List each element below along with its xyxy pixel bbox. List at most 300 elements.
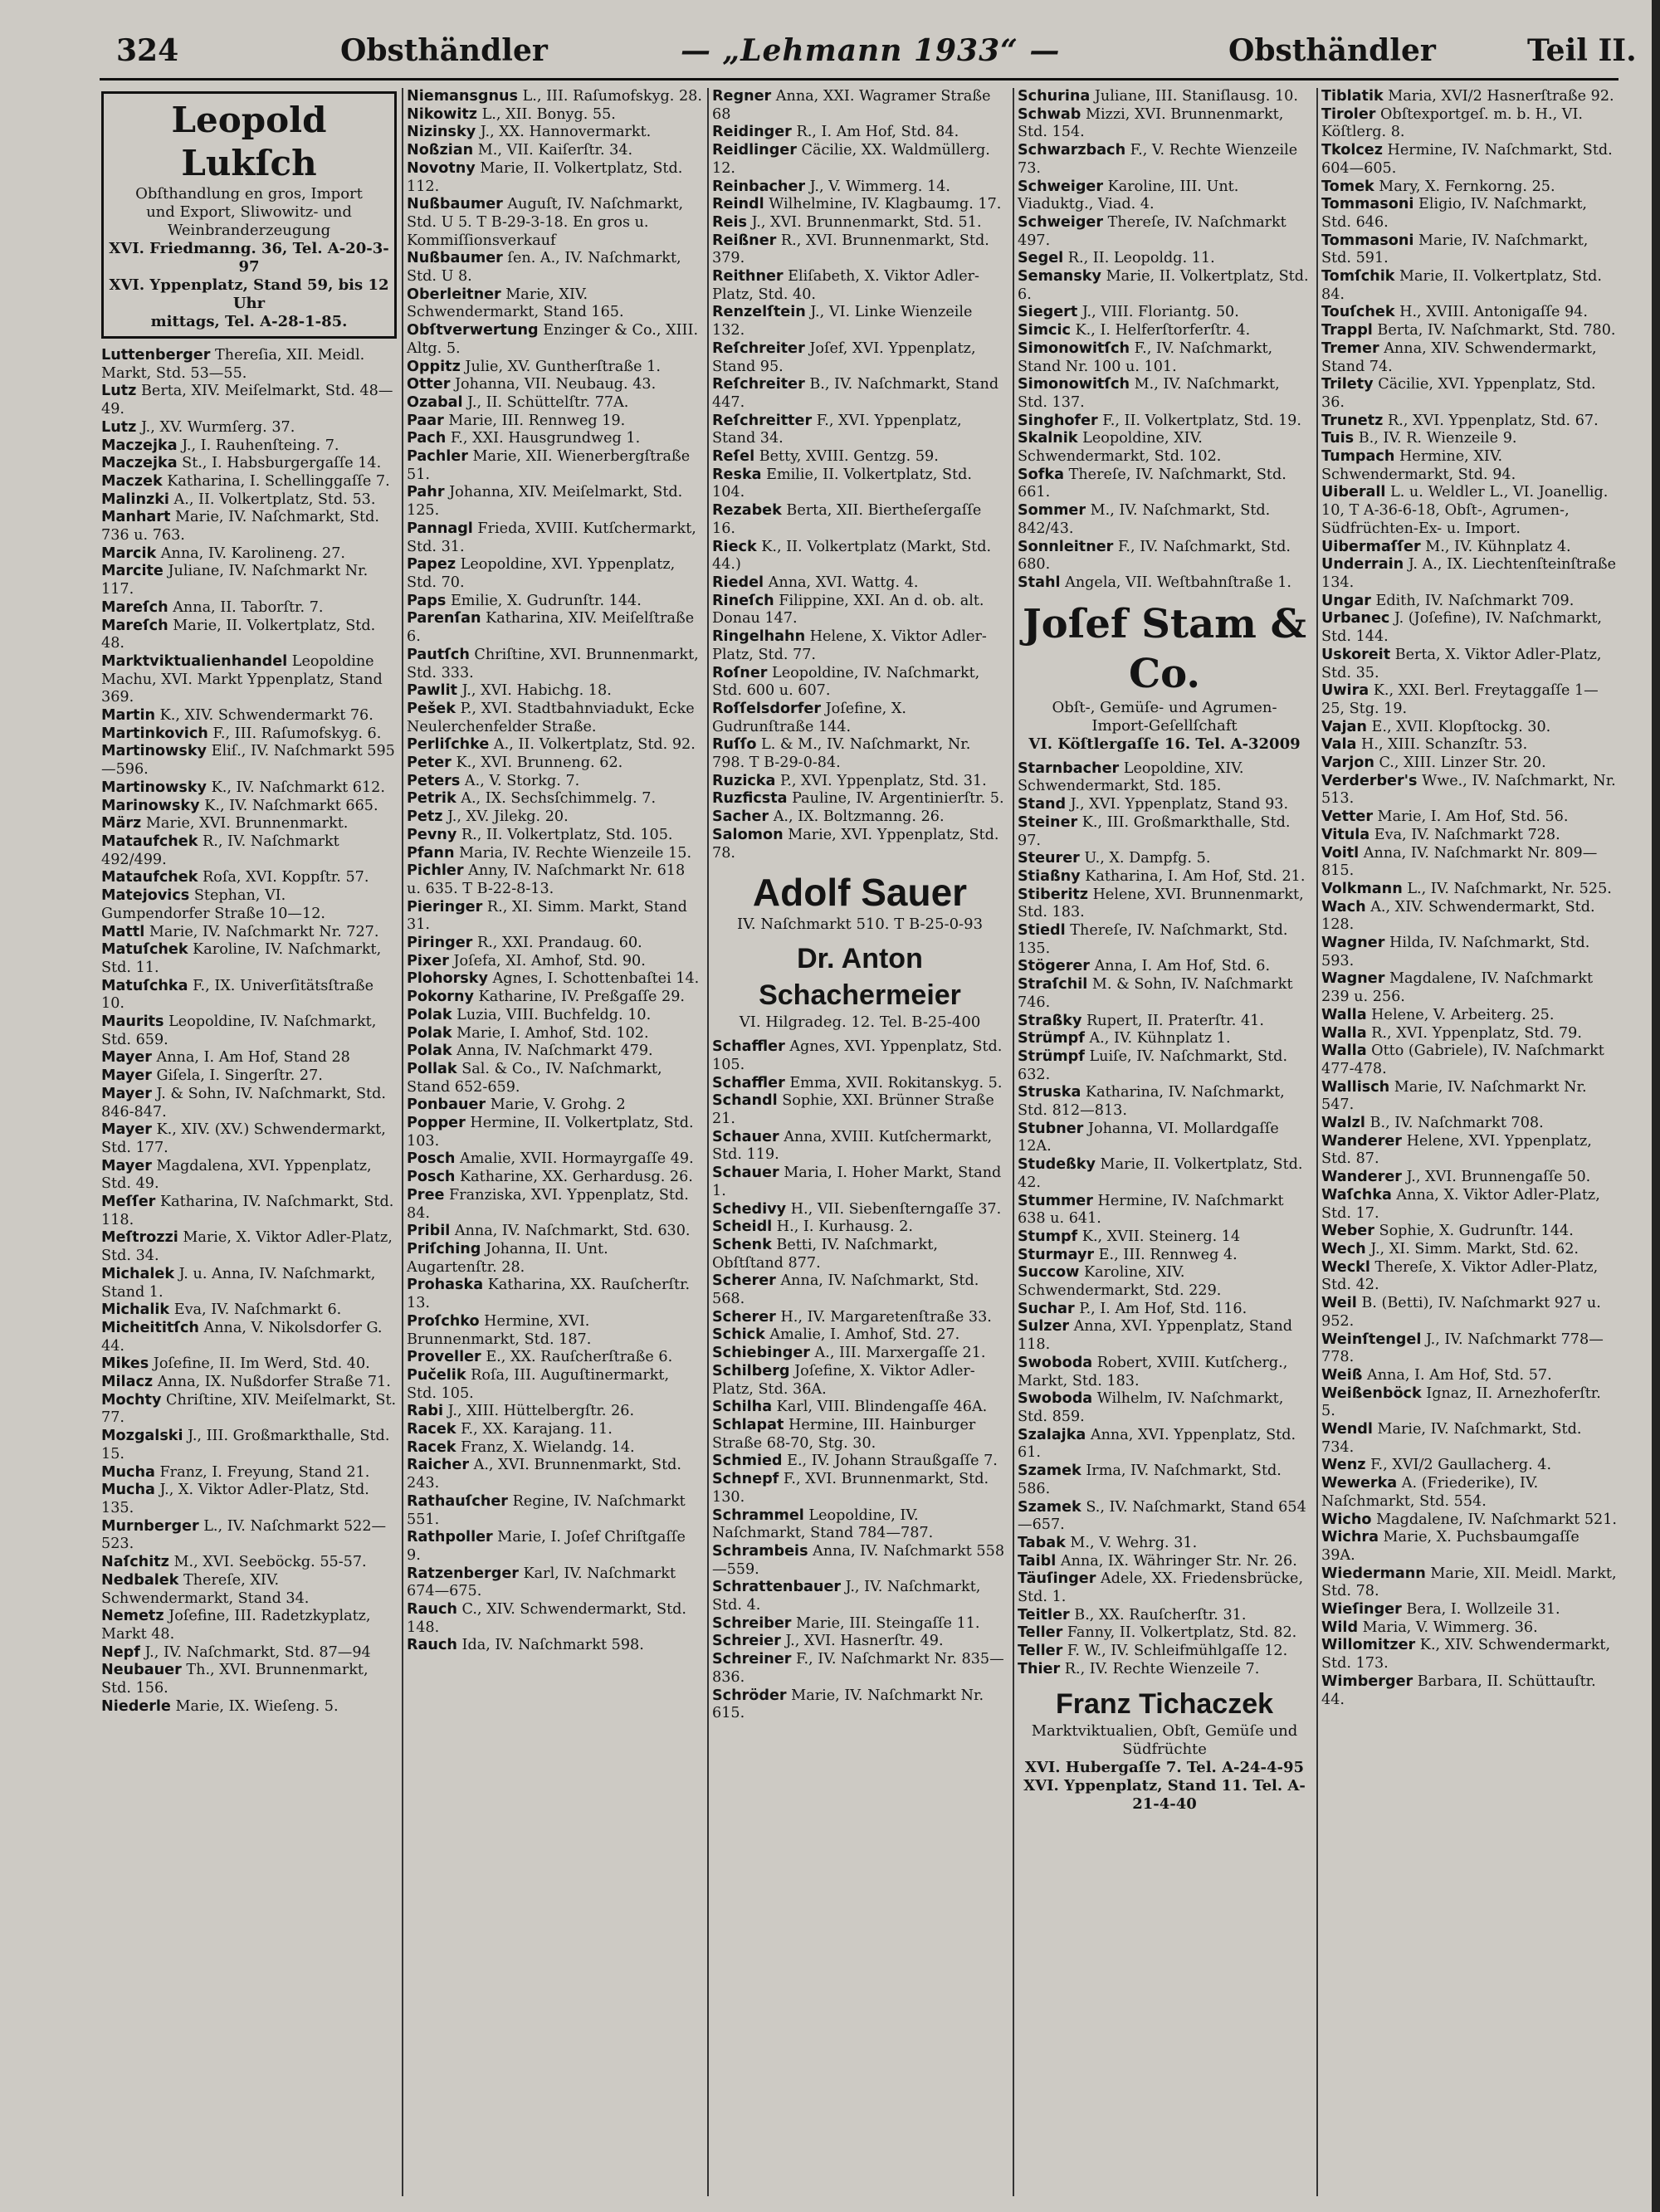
directory-entry: Ruſſo L. & M., IV. Naſchmarkt, Nr. 798. T B-29-0-84.	[712, 736, 971, 772]
directory-entry: Matuſchek Karoline, IV. Naſchmarkt, Std. 11.	[101, 941, 382, 976]
directory-entry: Oberleitner Marie, XIV. Schwendermarkt, Stand 165.	[407, 286, 624, 321]
directory-entry: Stiedl Thereſe, IV. Naſchmarkt, Std. 135.	[1018, 922, 1288, 957]
directory-entry: Paps Emilie, X. Gudrunſtr. 144.	[407, 592, 642, 609]
directory-entry: Pach F., XXI. Hausgrundweg 1.	[407, 430, 641, 447]
directory-entry: Voitl Anna, IV. Naſchmarkt Nr. 809—815.	[1321, 844, 1598, 880]
directory-entry: Renzelſtein J., VI. Linke Wienzeile 132.	[712, 304, 973, 339]
entry-list	[405, 88, 704, 1655]
directory-entry: Mareſch Anna, II. Taborſtr. 7.	[101, 598, 324, 616]
directory-entry: Racek Franz, X. Wielandg. 14.	[407, 1438, 635, 1456]
column-4	[1016, 88, 1313, 2196]
directory-entry: Straßky Rupert, II. Praterſtr. 41.	[1018, 1012, 1264, 1029]
directory-entry: Milacz Anna, IX. Nußdorfer Straße 71.	[101, 1374, 391, 1391]
directory-entry: Pešek P., XVI. Stadtbahnviadukt, Ecke Neulerchenfelder Straße.	[407, 700, 695, 735]
directory-entry: Schick Amalie, I. Amhof, Std. 27.	[712, 1326, 960, 1344]
directory-entry: Lutz Berta, XIV. Meiſelmarkt, Std. 48—49.	[101, 383, 393, 418]
directory-entry: Peter K., XVI. Brunneng. 62.	[407, 754, 623, 772]
directory-entry: Tumpach Hermine, XIV. Schwendermarkt, Std. 94.	[1321, 448, 1516, 483]
directory-entry: Rineſch Filippine, XXI. An d. ob. alt. Donau 147.	[712, 592, 984, 627]
directory-entry: Pokorny Katharine, IV. Preßgaſſe 29.	[407, 989, 685, 1006]
directory-entry: Schedivy H., VII. Siebenſterngaſſe 37.	[712, 1200, 1002, 1218]
ad-tichaczek	[1016, 1686, 1313, 1814]
header-part: Teil II.	[1527, 33, 1637, 68]
directory-entry: Stumpf K., XVII. Steinerg. 14	[1018, 1228, 1241, 1245]
column-divider	[402, 88, 403, 2196]
directory-entry: Wieſinger Bera, I. Wollzeile 31.	[1321, 1601, 1560, 1619]
directory-entry: Polak Luzia, VIII. Buchfeldg. 10.	[407, 1006, 652, 1023]
directory-entry: Wanderer Helene, XVI. Yppenplatz, Std. 87.	[1321, 1132, 1592, 1168]
directory-entry: Schwab Mizzi, XVI. Brunnenmarkt, Std. 154.	[1018, 105, 1284, 141]
directory-entry: Mataufchek R., IV. Naſchmarkt 492/499.	[101, 833, 339, 868]
directory-entry: Pučelik Roſa, III. Auguſtinermarkt, Std. 105.	[407, 1366, 670, 1402]
directory-entry: Polak Marie, I. Amhof, Std. 102.	[407, 1024, 649, 1042]
ad-schachermeier-line: VI. Hilgradeg. 12. Tel. B-25-400	[739, 1013, 981, 1032]
directory-entry: Urbanec J. (Joſefine), IV. Naſchmarkt, Std. 144.	[1321, 610, 1603, 646]
directory-entry: Reſchreiter B., IV. Naſchmarkt, Stand 447.	[712, 376, 999, 411]
directory-entry: Scherer H., IV. Margaretenſtraße 33.	[712, 1308, 992, 1326]
directory-entry: Parenſan Katharina, XIV. Meiſelſtraße 6.	[407, 610, 695, 646]
directory-entry: Mayer Giſela, I. Singerſtr. 27.	[101, 1067, 323, 1085]
ad-tichaczek-line: XVI. Hubergaſſe 7. Tel. A-24-4-95	[1024, 1758, 1305, 1776]
directory-entry: Simonowitſch F., IV. Naſchmarkt, Stand Nr. 100 u. 101.	[1018, 339, 1273, 375]
directory-entry: Pahr Johanna, XIV. Meiſelmarkt, Std. 125.	[407, 484, 683, 520]
directory-entry: Schilha Karl, VIII. Blindengaſſe 46A.	[712, 1399, 988, 1416]
entry-list	[1320, 88, 1618, 1709]
ad-tichaczek-line: Südfrüchte	[1122, 1740, 1207, 1758]
directory-entry: Stand J., XVI. Yppenplatz, Stand 93.	[1018, 796, 1289, 813]
page-edge	[1652, 0, 1660, 2212]
ad-tichaczek-name: Franz Tichaczek	[1055, 1687, 1274, 1720]
directory-entry: Schlapat Hermine, III. Hainburger Straße 68-70, Stg. 30.	[712, 1417, 976, 1452]
directory-entry: Michalik Eva, IV. Naſchmarkt 6.	[101, 1301, 342, 1319]
column-divider	[1013, 88, 1014, 2196]
directory-entry: Ponbauer Marie, V. Grohg. 2	[407, 1096, 626, 1114]
directory-entry: Reſchreiter Joſef, XVI. Yppenplatz, Stand 95.	[712, 339, 976, 375]
directory-entry: Semansky Marie, II. Volkertplatz, Std. 6.	[1018, 268, 1309, 303]
directory-entry: Wagner Magdalene, IV. Naſchmarkt 239 u. 256.	[1321, 970, 1594, 1006]
ad-stam-name: Joſef Stam & Co.	[1022, 600, 1307, 697]
directory-entry: Rauch C., XIV. Schwendermarkt, Std. 148.	[407, 1601, 687, 1636]
directory-entry: Pollak Sal. & Co., IV. Naſchmarkt, Stand 652-659.	[407, 1060, 662, 1096]
directory-entry: Mattl Marie, IV. Naſchmarkt Nr. 727.	[101, 923, 379, 940]
directory-entry: Proſchko Hermine, XVI. Brunnenmarkt, Std. 187.	[407, 1312, 592, 1348]
directory-entry: Mozgalski J., III. Großmarkthalle, Std. 15.	[101, 1428, 390, 1462]
directory-entry: Teller Fanny, II. Volkertplatz, Std. 82.	[1018, 1624, 1297, 1642]
ad-lukisch-line: mittags, Tel. A-28-1-85.	[150, 313, 348, 330]
directory-entry: Raicher A., XVI. Brunnenmarkt, Std. 243.	[407, 1457, 682, 1492]
directory-entry: Rieck K., II. Volkertplatz (Markt, Std. 44.)	[712, 538, 992, 574]
header-left-title: Obsthändler	[340, 33, 548, 68]
directory-entry: Tommasoni Marie, IV. Naſchmarkt, Std. 591.	[1321, 232, 1589, 267]
header-center-title: — „Lehmann 1933“ —	[681, 33, 1061, 68]
directory-entry: Pevny R., II. Volkertplatz, Std. 105.	[407, 826, 673, 843]
directory-entry: Tuis B., IV. R. Wienzeile 9.	[1321, 430, 1517, 447]
directory-entry: Pixer Joſefa, XI. Amhof, Std. 90.	[407, 952, 646, 969]
directory-entry: Ringelhahn Helene, X. Viktor Adler-Platz, Std. 77.	[712, 628, 987, 663]
directory-entry: Neubauer Th., XVI. Brunnenmarkt, Std. 156.	[101, 1662, 369, 1697]
directory-entry: Szalajka Anna, XVI. Yppenplatz, Std. 61.	[1018, 1426, 1296, 1462]
directory-entry: Sonnleitner F., IV. Naſchmarkt, Std. 680.	[1018, 538, 1291, 574]
directory-entry: Oppitz Julie, XV. Guntherſtraße 1.	[407, 358, 661, 375]
directory-entry: Papez Leopoldine, XVI. Yppenplatz, Std. 70.	[407, 556, 676, 591]
directory-entry: Wild Maria, V. Wimmerg. 36.	[1321, 1619, 1538, 1636]
directory-entry: Szamek Irma, IV. Naſchmarkt, Std. 586.	[1018, 1462, 1282, 1497]
directory-entry: Schenk Betti, IV. Naſchmarkt, Obſtſtand 877.	[712, 1236, 938, 1272]
directory-entry: Scheidl H., I. Kurhausg. 2.	[712, 1218, 913, 1236]
directory-entry: Posch Amalie, XVII. Hormayrgaſſe 49.	[407, 1150, 694, 1168]
column-2	[405, 88, 704, 2196]
directory-entry: Singhofer F., II. Volkertplatz, Std. 19.	[1018, 412, 1301, 429]
directory-entry: Mayer Anna, I. Am Hof, Stand 28	[101, 1049, 350, 1067]
ad-tichaczek-line: XVI. Yppenplatz, Stand 11. Tel. A-21-4-40	[1023, 1776, 1306, 1813]
column-1	[100, 88, 398, 2196]
directory-entry: Petz J., XV. Jilekg. 20.	[407, 808, 569, 826]
directory-entry: Trappl Berta, IV. Naſchmarkt, Std. 780.	[1321, 322, 1616, 339]
directory-entry: Trunetz R., XVI. Yppenplatz, Std. 67.	[1321, 412, 1599, 429]
directory-entry: Nikowitz L., XII. Bonyg. 55.	[407, 105, 616, 123]
directory-entry: Manhart Marie, IV. Naſchmarkt, Std. 736 u. 763.	[101, 509, 379, 544]
directory-entry: Schrambeis Anna, IV. Naſchmarkt 558—559.	[712, 1542, 1005, 1578]
directory-entry: Naſchitz M., XVI. Seeböckg. 55-57.	[101, 1554, 367, 1571]
directory-entry: Tomſchik Marie, II. Volkertplatz, Std. 84.	[1321, 268, 1602, 303]
directory-entry: Schröder Marie, IV. Naſchmarkt Nr. 615.	[712, 1687, 984, 1722]
directory-entry: Vitula Eva, IV. Naſchmarkt 728.	[1321, 826, 1560, 843]
directory-entry: Steiner K., III. Großmarkthalle, Std. 97.	[1018, 813, 1291, 849]
directory-entry: Struska Katharina, IV. Naſchmarkt, Std. 812—813.	[1018, 1084, 1285, 1120]
directory-entry: Verderber's Wwe., IV. Naſchmarkt, Nr. 513.	[1321, 772, 1616, 808]
directory-entry: Willomitzer K., XIV. Schwendermarkt, Std. 173.	[1321, 1637, 1611, 1672]
directory-entry: Schrammel Leopoldine, IV. Naſchmarkt, Stand 784—787.	[712, 1506, 934, 1542]
ad-lukisch	[101, 91, 397, 339]
directory-entry: Wiedermann Marie, XII. Meidl. Markt, Std. 78.	[1321, 1565, 1617, 1600]
directory-entry: Siegert J., VIII. Floriantg. 50.	[1018, 304, 1239, 321]
directory-entry: Schandl Sophie, XXI. Brünner Straße 21.	[712, 1092, 994, 1128]
directory-entry: Pichler Anny, IV. Naſchmarkt Nr. 618 u. 635. T B-22-8-13.	[407, 862, 686, 897]
directory-entry: Vala H., XIII. Schanzſtr. 53.	[1321, 736, 1528, 754]
directory-entry: Murnberger L., IV. Naſchmarkt 522—523.	[101, 1517, 387, 1553]
directory-entry: Wendl Marie, IV. Naſchmarkt, Std. 734.	[1321, 1421, 1582, 1456]
directory-entry: Racek F., XX. Karajang. 11.	[407, 1421, 613, 1438]
directory-entry: Weinſtengel J., IV. Naſchmarkt 778—778.	[1321, 1331, 1604, 1366]
page-header	[100, 28, 1637, 78]
directory-entry: Pieringer R., XI. Simm. Markt, Stand 31.	[407, 898, 687, 934]
directory-entry: Simcic K., I. Helferſtorferſtr. 4.	[1018, 322, 1251, 339]
directory-entry: Polak Anna, IV. Naſchmarkt 479.	[407, 1043, 653, 1060]
directory-entry: Schaffler Agnes, XVI. Yppenplatz, Std. 105.	[712, 1038, 1003, 1073]
directory-entry: Strümpf A., IV. Kühnplatz 1.	[1018, 1030, 1231, 1047]
directory-entry: Matejovics Stephan, VI. Gumpendorfer Straße 10—12.	[101, 887, 326, 922]
directory-entry: Reſel Betty, XVIII. Gentzg. 59.	[712, 448, 939, 466]
directory-entry: Teitler B., XX. Rauſcherſtr. 31.	[1018, 1606, 1247, 1624]
ad-sauer-name: Adolf Sauer	[752, 871, 968, 915]
ad-stam-line: Obſt-, Gemüſe- und Agrumen-	[1052, 698, 1277, 716]
directory-entry: Wallisch Marie, IV. Naſchmarkt Nr. 547.	[1321, 1078, 1587, 1114]
directory-entry: Posch Katharine, XX. Gerhardusg. 26.	[407, 1169, 693, 1186]
directory-entry: Mayer Magdalena, XVI. Yppenplatz, Std. 49.	[101, 1157, 372, 1193]
directory-entry: März Marie, XVI. Brunnenmarkt.	[101, 815, 349, 833]
directory-entry: Nizinsky J., XX. Hannovermarkt.	[407, 124, 652, 141]
directory-entry: Novotny Marie, II. Volkertplatz, Std. 112.	[407, 159, 683, 195]
directory-entry: Riedel Anna, XVI. Wattg. 4.	[712, 574, 919, 591]
directory-entry: Martin K., XIV. Schwendermarkt 76.	[101, 707, 374, 725]
directory-entry: Micheititſch Anna, V. Nikolsdorfer G. 44.	[101, 1319, 383, 1355]
entry-list	[1016, 88, 1313, 593]
directory-entry: Wanderer J., XVI. Brunnengaſſe 50.	[1321, 1169, 1591, 1186]
directory-entry: Nepf J., IV. Naſchmarkt, Std. 87—94	[101, 1643, 371, 1661]
directory-entry: Wagner Hilda, IV. Naſchmarkt, Std. 593.	[1321, 935, 1590, 969]
directory-entry: Sacher A., IX. Boltzmanng. 26.	[712, 808, 945, 826]
directory-entry: Rezabek Berta, XII. Biertheſergaſſe 16.	[712, 502, 982, 537]
directory-entry: Wicho Magdalene, IV. Naſchmarkt 521.	[1321, 1511, 1617, 1528]
directory-entry: Reißner R., XVI. Brunnenmarkt, Std. 379.	[712, 232, 989, 267]
ad-stam	[1016, 599, 1313, 754]
directory-entry: Mayer K., XIV. (XV.) Schwendermarkt, Std. 177.	[101, 1121, 386, 1156]
directory-entry: Meſtrozzi Marie, X. Viktor Adler-Platz, Std. 34.	[101, 1229, 393, 1265]
directory-entry: Tiroler Obſtexportgeſ. m. b. H., VI. Köſtlerg. 8.	[1321, 105, 1584, 141]
directory-entry: Marinowsky K., IV. Naſchmarkt 665.	[101, 797, 378, 814]
directory-entry: Malinzki A., II. Volkertplatz, Std. 53.	[101, 491, 376, 508]
directory-entry: Strümpf Luiſe, IV. Naſchmarkt, Std. 632.	[1018, 1047, 1288, 1083]
directory-entry: Studeßky Marie, II. Volkertplatz, Std. 42.	[1018, 1156, 1303, 1191]
directory-entry: Sturmayr E., III. Rennweg 4.	[1018, 1246, 1238, 1263]
directory-entry: Teller F. W., IV. Schleifmühlgaſſe 12.	[1018, 1643, 1288, 1660]
directory-entry: Matuſchka F., IX. Univerſitätsſtraße 10.	[101, 977, 374, 1013]
directory-entry: Uibermaſſer M., IV. Kühnplatz 4.	[1321, 538, 1571, 555]
directory-entry: Reska Emilie, II. Volkertplatz, Std. 104.	[712, 466, 972, 501]
directory-entry: Niemansgnus L., III. Raſumofskyg. 28.	[407, 88, 702, 105]
directory-entry: Stiberitz Helene, XVI. Brunnenmarkt, Std. 183.	[1018, 886, 1304, 921]
entry-list	[710, 1038, 1009, 1723]
entry-list	[710, 88, 1009, 862]
ad-lukisch-name: Leopold Lukſch	[171, 100, 327, 183]
directory-entry: Mayer J. & Sohn, IV. Naſchmarkt, Std. 846-847.	[101, 1085, 386, 1121]
directory-entry: Pautſch Chriſtine, XVI. Brunnenmarkt, Std. 333.	[407, 646, 699, 681]
directory-entry: Trilety Cäcilie, XVI. Yppenplatz, Std. 36.	[1321, 376, 1596, 411]
directory-entry: Tremer Anna, XIV. Schwendermarkt, Stand 74.	[1321, 339, 1597, 375]
directory-entry: Ratzenberger Karl, IV. Naſchmarkt 674—675.	[407, 1565, 676, 1600]
directory-entry: Schnepf F., XVI. Brunnenmarkt, Std. 130.	[712, 1471, 989, 1506]
directory-entry: Mikes Joſefine, II. Im Werd, Std. 40.	[101, 1355, 370, 1373]
directory-entry: Roſſelsdorfer Joſefine, X. Gudrunſtraße 144.	[712, 700, 906, 735]
directory-entry: Uwira K., XXI. Berl. Freytaggaſſe 1—25, Stg. 19.	[1321, 682, 1599, 717]
directory-entry: Swoboda Robert, XVIII. Kutſcherg., Markt, Std. 183.	[1018, 1354, 1288, 1389]
directory-entry: Pawlit J., XVI. Habichg. 18.	[407, 682, 612, 700]
directory-entry: Uskoreit Berta, X. Viktor Adler-Platz, Std. 35.	[1321, 646, 1602, 681]
directory-entry: Waſchka Anna, X. Viktor Adler-Platz, Std. 17.	[1321, 1186, 1600, 1222]
directory-entry: Weiß Anna, I. Am Hof, Std. 57.	[1321, 1366, 1552, 1384]
directory-entry: Touſchek H., XVIII. Antonigaſſe 94.	[1321, 304, 1588, 321]
ad-lukisch-line: Obſthandlung en gros, Import	[135, 185, 363, 203]
directory-entry: Regner Anna, XXI. Wagramer Straße 68	[712, 88, 991, 123]
directory-entry: Mataufchek Roſa, XVI. Koppſtr. 57.	[101, 869, 369, 886]
directory-entry: Skalnik Leopoldine, XIV. Schwendermarkt, Std. 102.	[1018, 430, 1222, 466]
directory-entry: Walla R., XVI. Yppenplatz, Std. 79.	[1321, 1024, 1582, 1042]
directory-entry: Pree Franziska, XVI. Yppenplatz, Std. 84.	[407, 1186, 689, 1222]
ad-stam-line: VI. Köſtlergaſſe 16. Tel. A-32009	[1028, 735, 1301, 753]
directory-entry: Schmied E., IV. Johann Straußgaſſe 7.	[712, 1453, 998, 1470]
directory-entry: Nemetz Joſefine, III. Radetzkyplatz, Markt 48.	[101, 1608, 371, 1643]
ad-tichaczek-line: Marktviktualien, Obſt, Gemüſe und	[1031, 1721, 1298, 1740]
directory-entry: Wach A., XIV. Schwendermarkt, Std. 128.	[1321, 898, 1595, 934]
directory-entry: Nußbaumer Auguſt, IV. Naſchmarkt, Std. U 5. T B-29-3-18. En gros u. Kommiſſionsverkauf	[407, 196, 684, 249]
ad-schachermeier	[710, 940, 1009, 1032]
directory-entry: Varjon C., XIII. Linzer Str. 20.	[1321, 754, 1546, 772]
directory-entry: Priſching Johanna, II. Unt. Augartenſtr. 28.	[407, 1241, 608, 1276]
directory-entry: Martinkovich F., III. Raſumofskyg. 6.	[101, 725, 382, 742]
directory-entry: Otter Johanna, VII. Neubaug. 43.	[407, 376, 657, 393]
column-divider	[707, 88, 709, 2196]
directory-entry: Marcite Juliane, IV. Naſchmarkt Nr. 117.	[101, 563, 369, 598]
directory-entry: Perliſchke A., II. Volkertplatz, Std. 92.	[407, 736, 696, 754]
ad-schachermeier-name: Dr. Anton Schachermeier	[759, 943, 961, 1012]
ad-stam-line: Import-Geſellſchaft	[1091, 716, 1238, 735]
directory-entry: Plohorsky Agnes, I. Schottenbaſtei 14.	[407, 970, 700, 988]
directory-entry: Vetter Marie, I. Am Hof, Std. 56.	[1321, 808, 1569, 826]
directory-entry: Mochty Chriſtine, XIV. Meiſelmarkt, St. 77.	[101, 1391, 397, 1427]
directory-entry: Ruzicka P., XVI. Yppenplatz, Std. 31.	[712, 772, 987, 789]
directory-entry: Mucha Franz, I. Freyung, Stand 21.	[101, 1463, 370, 1481]
directory-entry: Scherer Anna, IV. Naſchmarkt, Std. 568.	[712, 1272, 979, 1308]
directory-entry: Walla Otto (Gabriele), IV. Naſchmarkt 477-478.	[1321, 1043, 1604, 1077]
directory-entry: Peters A., V. Storkg. 7.	[407, 772, 580, 789]
directory-entry: Wichra Marie, X. Puchsbaumgaſſe 39A.	[1321, 1529, 1579, 1564]
directory-entry: Volkmann L., IV. Naſchmarkt, Nr. 525.	[1321, 880, 1612, 897]
directory-entry: Sofka Thereſe, IV. Naſchmarkt, Std. 661.	[1018, 466, 1286, 501]
entry-list	[100, 347, 398, 1716]
directory-entry: Schilberg Joſefine, X. Viktor Adler-Platz, Std. 36A.	[712, 1362, 975, 1398]
directory-entry: Sulzer Anna, XVI. Yppenplatz, Stand 118.	[1018, 1318, 1293, 1354]
directory-entry: Weißenböck Ignaz, II. Arnezhoferſtr. 5.	[1321, 1384, 1601, 1420]
directory-entry: Schiebinger A., III. Marxergaſſe 21.	[712, 1345, 986, 1362]
directory-entry: Underrain J. A., IX. Liechtenſteinſtraße 134.	[1321, 556, 1617, 591]
directory-entry: Salomon Marie, XVI. Yppenplatz, Std. 78.	[712, 826, 999, 862]
header-rule	[100, 78, 1618, 81]
directory-entry: Reidinger R., I. Am Hof, Std. 84.	[712, 124, 959, 141]
directory-entry: Maczejka J., I. Rauhenſteing. 7.	[101, 437, 339, 454]
column-3	[710, 88, 1009, 2196]
directory-entry: Szamek S., IV. Naſchmarkt, Stand 654—657.	[1018, 1498, 1306, 1534]
directory-entry: Mucha J., X. Viktor Adler-Platz, Std. 135.	[101, 1482, 369, 1516]
directory-entry: Pribil Anna, IV. Naſchmarkt, Std. 630.	[407, 1223, 691, 1240]
directory-entry: Schweiger Thereſe, IV. Naſchmarkt 497.	[1018, 213, 1286, 249]
directory-entry: Suchar P., I. Am Hof, Std. 116.	[1018, 1300, 1247, 1317]
directory-entry: Lutz J., XV. Wurmſerg. 37.	[101, 418, 295, 436]
directory-entry: Tabak M., V. Wehrg. 31.	[1018, 1534, 1198, 1551]
directory-entry: Wenz F., XVI/2 Gaullacherg. 4.	[1321, 1457, 1552, 1474]
directory-entry: Vajan E., XVII. Klopſtockg. 30.	[1321, 718, 1551, 735]
directory-entry: Reidlinger Cäcilie, XX. Waldmüllerg. 12.	[712, 142, 990, 177]
directory-entry: Steurer U., X. Dampfg. 5.	[1018, 850, 1211, 867]
directory-entry: Schrattenbauer J., IV. Naſchmarkt, Std. 4.	[712, 1579, 981, 1614]
directory-entry: Reis J., XVI. Brunnenmarkt, Std. 51.	[712, 213, 982, 231]
directory-entry: Tiblatik Maria, XVI/2 Hasnerſtraße 92.	[1321, 88, 1614, 105]
directory-entry: Rathpoller Marie, I. Joſef Chriſtgaſſe 9.	[407, 1529, 686, 1564]
directory-entry: Martinowsky K., IV. Naſchmarkt 612.	[101, 779, 385, 796]
directory-entry: Weil B. (Betti), IV. Naſchmarkt 927 u. 952.	[1321, 1295, 1601, 1330]
directory-entry: Reithner Eliſabeth, X. Viktor Adler-Platz, Std. 40.	[712, 268, 979, 303]
directory-entry: Segel R., II. Leopoldg. 11.	[1018, 250, 1215, 267]
directory-entry: Tomek Mary, X. Fernkorng. 25.	[1321, 178, 1555, 195]
directory-entry: Starnbacher Leopoldine, XIV. Schwendermarkt, Std. 185.	[1018, 759, 1244, 795]
directory-entry: Weber Sophie, X. Gudrunſtr. 144.	[1321, 1223, 1574, 1240]
column-5	[1320, 88, 1618, 2196]
directory-entry: Tommasoni Eligio, IV. Naſchmarkt, Std. 646.	[1321, 196, 1588, 231]
directory-entry: Rauch Ida, IV. Naſchmarkt 598.	[407, 1637, 644, 1654]
directory-entry: Schurina Juliane, III. Staniſlausg. 10.	[1018, 88, 1298, 105]
directory-entry: Michalek J. u. Anna, IV. Naſchmarkt, Stand 1.	[101, 1265, 376, 1301]
directory-entry: Weckl Thereſe, X. Viktor Adler-Platz, Std. 42.	[1321, 1258, 1599, 1294]
directory-entry: Stiaßny Katharina, I. Am Hof, Std. 21.	[1018, 867, 1306, 885]
ad-sauer-line: IV. Naſchmarkt 510. T B-25-0-93	[736, 916, 984, 934]
entry-list	[1016, 760, 1313, 1679]
directory-entry: Walla Helene, V. Arbeiterg. 25.	[1321, 1006, 1555, 1023]
directory-entry: Schauer Anna, XVIII. Kutſchermarkt, Std. 119.	[712, 1128, 993, 1164]
directory-entry: Schwarzbach F., V. Rechte Wienzeile 73.	[1018, 142, 1298, 177]
directory-entry: Prohaska Katharina, XX. Rauſcherſtr. 13.	[407, 1277, 691, 1312]
directory-entry: Nußbaumer ſen. A., IV. Naſchmarkt, Std. U 8.	[407, 250, 681, 286]
directory-entry: Popper Hermine, II. Volkertplatz, Std. 103.	[407, 1115, 694, 1150]
directory-entry: Schreiber Marie, III. Steingaſſe 11.	[712, 1614, 980, 1632]
directory-entry: Maczejka St., I. Habsburgergaſſe 14.	[101, 455, 382, 472]
directory-entry: Nedbalek Thereſe, XIV. Schwendermarkt, Stand 34.	[101, 1571, 310, 1607]
directory-entry: Stahl Angela, VII. Weſtbahnſtraße 1.	[1018, 574, 1291, 591]
directory-entry: Luttenberger Thereſia, XII. Meidl. Markt, Std. 53—55.	[101, 347, 365, 382]
directory-entry: Ungar Edith, IV. Naſchmarkt 709.	[1321, 592, 1575, 609]
directory-entry: Obſtverwertung Enzinger & Co., XIII. Altg. 5.	[407, 322, 699, 357]
directory-entry: Walzl B., IV. Naſchmarkt 708.	[1321, 1115, 1544, 1132]
directory-entry: Taibl Anna, IX. Währinger Str. Nr. 26.	[1018, 1552, 1297, 1570]
directory-entry: Marktviktualienhandel Leopoldine Machu, XVI. Markt Yppenplatz, Stand 369.	[101, 652, 383, 706]
directory-entry: Wimberger Barbara, II. Schüttauſtr. 44.	[1321, 1672, 1596, 1708]
directory-entry: Niederle Marie, IX. Wieſeng. 5.	[101, 1697, 339, 1715]
directory-entry: Mareſch Marie, II. Volkertplatz, Std. 48.	[101, 617, 376, 652]
directory-entry: Rathauſcher Regine, IV. Naſchmarkt 551.	[407, 1492, 686, 1528]
ad-lukisch-line: XVI. Yppenplatz, Stand 59, bis 12 Uhr	[109, 276, 389, 312]
directory-entry: Schaffler Emma, XVII. Rokitanskyg. 5.	[712, 1074, 1003, 1091]
directory-entry: Schreier J., XVI. Hasnerſtr. 49.	[712, 1633, 944, 1650]
directory-entry: Proveller E., XX. Rauſcherſtraße 6.	[407, 1349, 673, 1366]
directory-entry: Meſſer Katharina, IV. Naſchmarkt, Std. 118.	[101, 1194, 394, 1228]
directory-entry: Stögerer Anna, I. Am Hof, Std. 6.	[1018, 958, 1271, 975]
page-number: 324	[116, 33, 179, 68]
directory-entry: Noßzian M., VII. Kaiſerſtr. 34.	[407, 142, 633, 159]
ad-lukisch-line: Weinbranderzeugung	[167, 222, 331, 239]
directory-entry: Simonowitſch M., IV. Naſchmarkt, Std. 137.	[1018, 376, 1280, 411]
directory-entry: Sommer M., IV. Naſchmarkt, Std. 842/43.	[1018, 502, 1271, 537]
directory-entry: Marcik Anna, IV. Karolineng. 27.	[101, 544, 346, 562]
directory-entry: Piringer R., XXI. Prandaug. 60.	[407, 935, 642, 952]
directory-entry: Maczek Katharina, I. Schellinggaſſe 7.	[101, 472, 390, 490]
directory-entry: Thier R., IV. Rechte Wienzeile 7.	[1018, 1660, 1260, 1677]
directory-entry: Martinowsky Eliſ., IV. Naſchmarkt 595—596.	[101, 743, 395, 779]
directory-entry: Reindl Wilhelmine, IV. Klagbaumg. 17.	[712, 196, 1002, 213]
directory-entry: Tkolcez Hermine, IV. Naſchmarkt, Std. 604—605.	[1321, 142, 1613, 177]
ad-sauer	[710, 869, 1009, 934]
directory-entry: Schreiner F., IV. Naſchmarkt Nr. 835—836.	[712, 1651, 1004, 1686]
directory-entry: Maurits Leopoldine, IV. Naſchmarkt, Std. 659.	[101, 1013, 377, 1048]
column-divider	[1316, 88, 1318, 2196]
directory-entry: Pfann Maria, IV. Rechte Wienzeile 15.	[407, 844, 692, 862]
directory-columns	[100, 88, 1618, 2196]
directory-entry: Uiberall L. u. Weldler L., VI. Joanellig. 10, T A-36-6-18, Obſt-, Agrumen-, Südfrüchten-Ex- u. Import.	[1321, 484, 1609, 537]
directory-entry: Täuſinger Adele, XX. Friedensbrücke, Std. 1.	[1018, 1570, 1304, 1606]
directory-entry: Straſchil M. & Sohn, IV. Naſchmarkt 746.	[1018, 976, 1293, 1011]
directory-entry: Swoboda Wilhelm, IV. Naſchmarkt, Std. 859.	[1018, 1390, 1284, 1425]
directory-entry: Reinbacher J., V. Wimmerg. 14.	[712, 178, 950, 195]
directory-entry: Stubner Johanna, VI. Mollardgaſſe 12A.	[1018, 1120, 1279, 1155]
ad-lukisch-line: XVI. Friedmanng. 36, Tel. A-20-3-97	[109, 240, 389, 276]
directory-entry: Petrik A., IX. Sechsſchimmelg. 7.	[407, 790, 657, 808]
